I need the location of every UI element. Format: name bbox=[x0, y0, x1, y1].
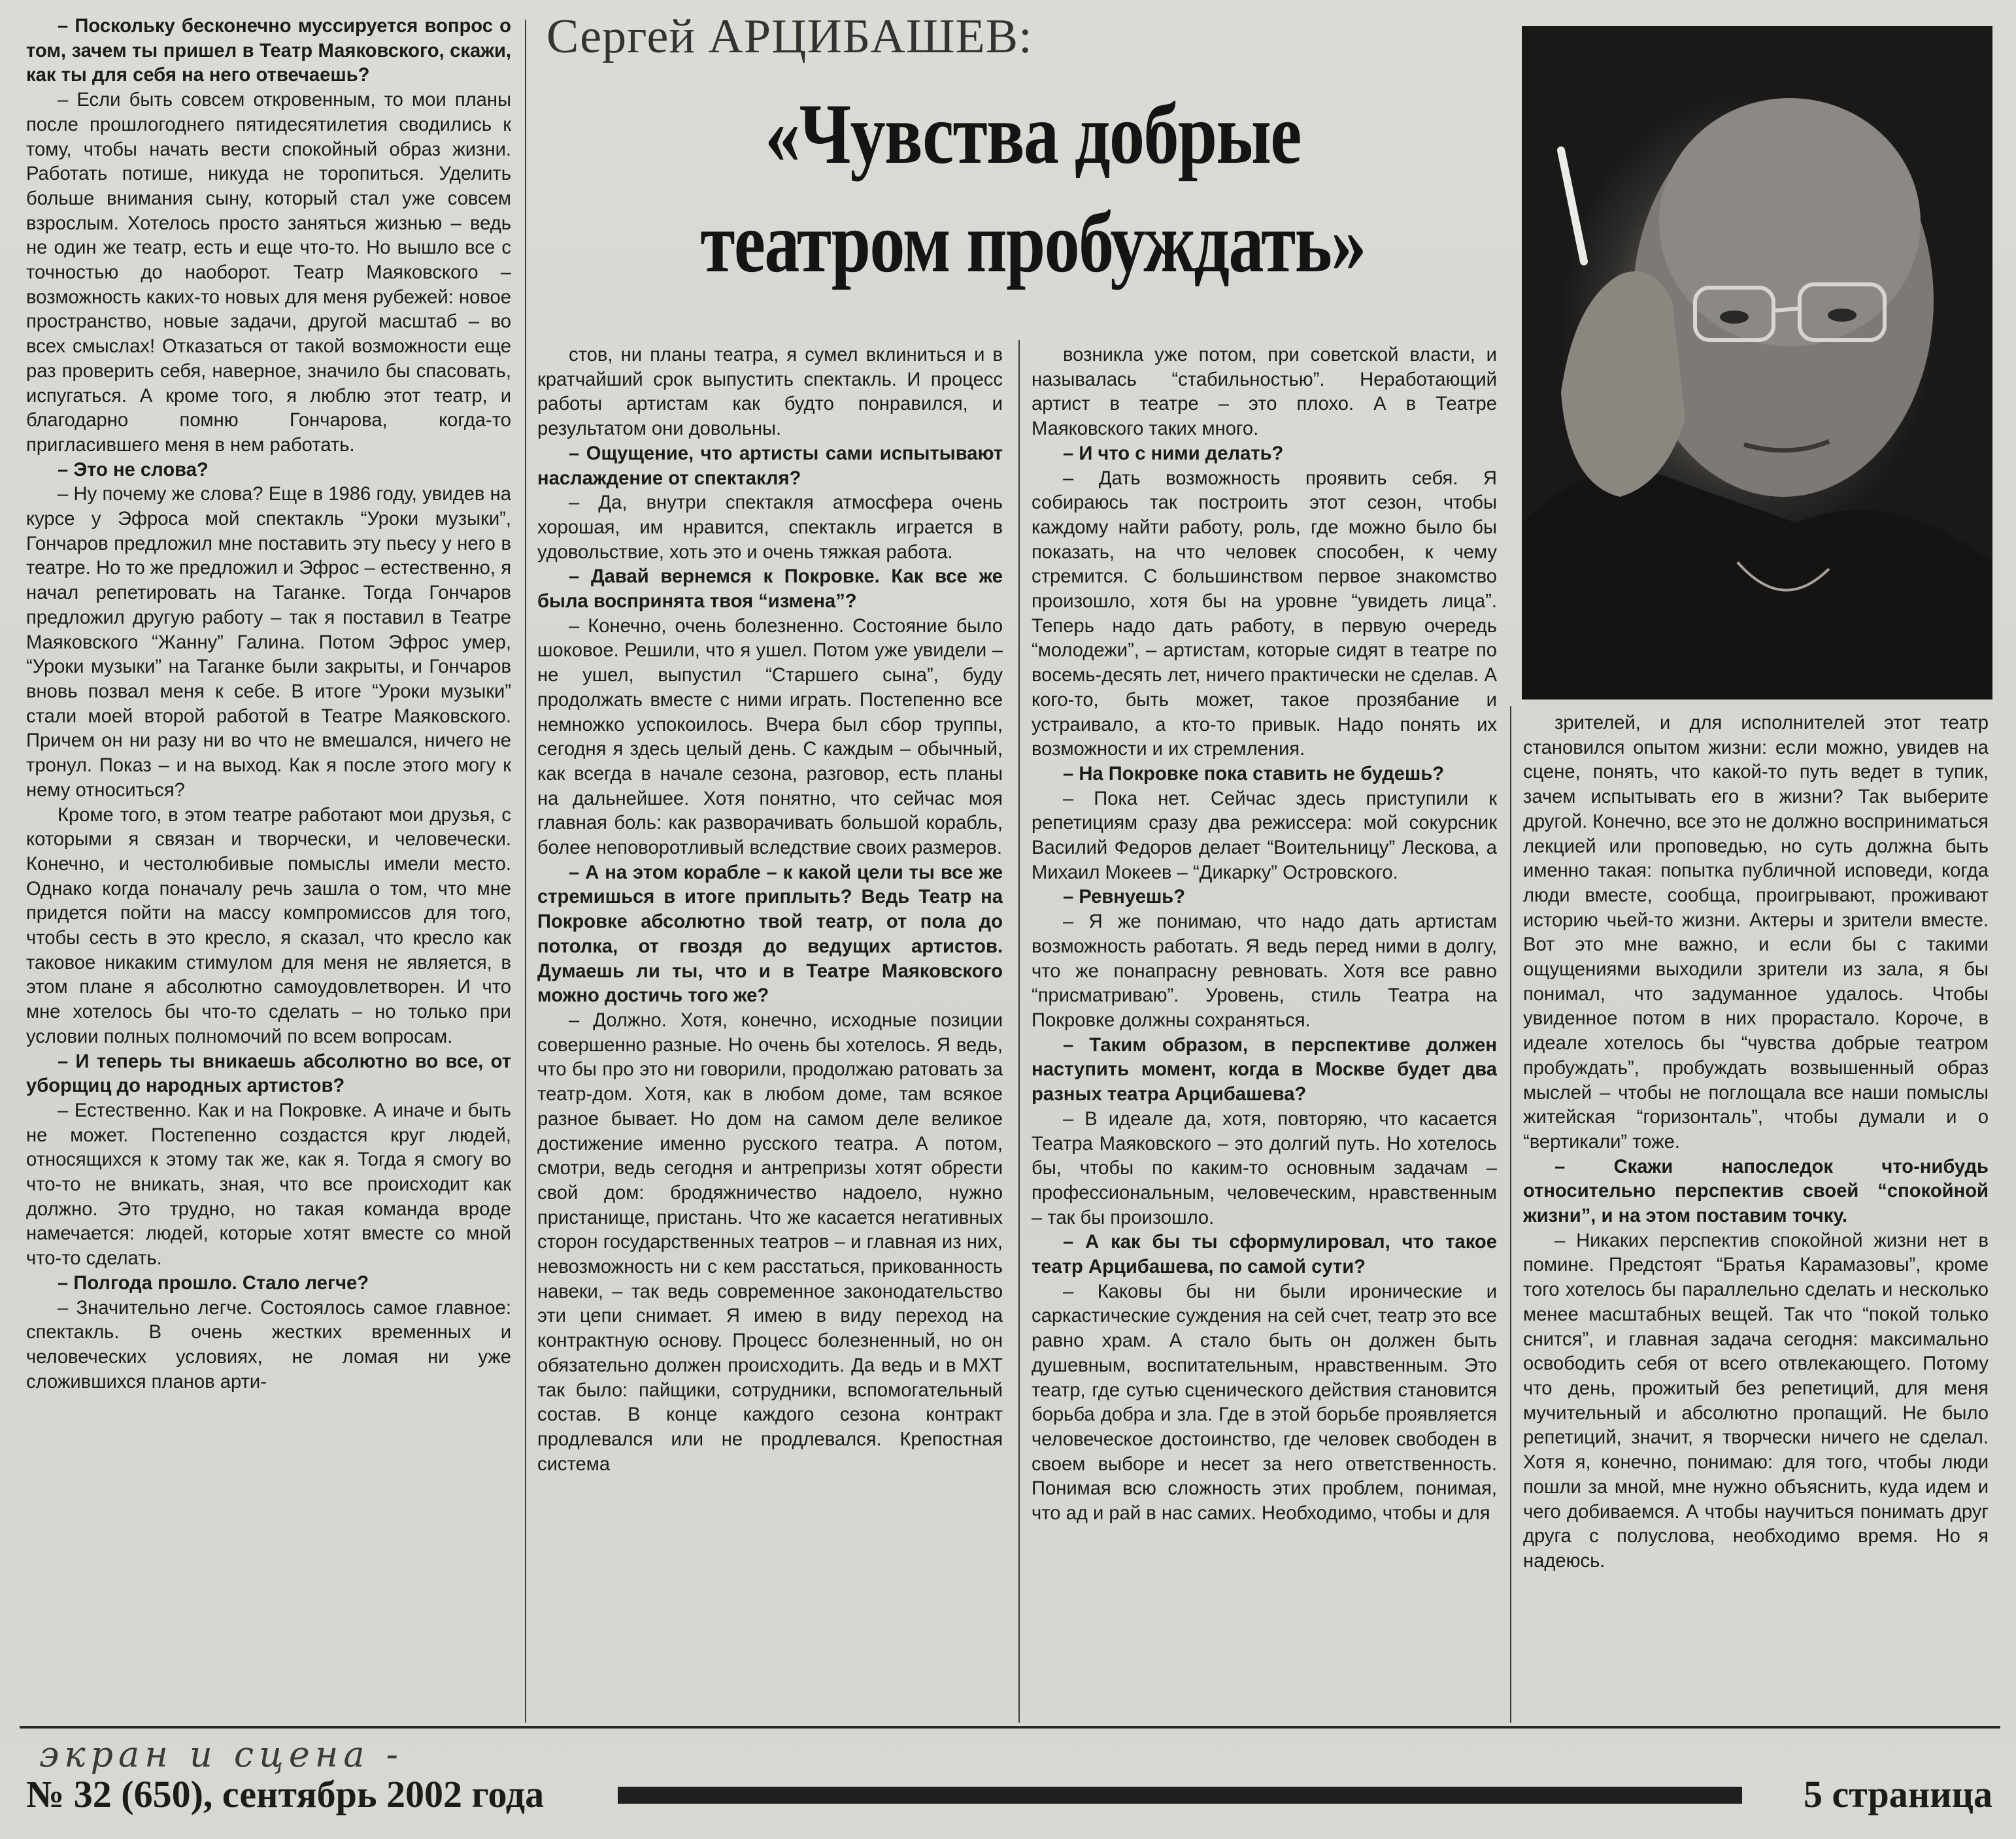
column-rule bbox=[1510, 706, 1511, 1723]
interview-question: – Таким образом, в перспективе должен наступить момент, когда в Москве будет два разных театра Арцибашева? bbox=[1032, 1034, 1497, 1105]
interview-answer: возникла уже потом, при советской власти, и называлась “стабильностью”. Неработающий артист в театре – это плохо. А в Театре Маяковского таких много. bbox=[1032, 345, 1497, 440]
interview-answer: – Значительно легче. Состоялось самое главное: спектакль. В очень жестких временных и человеческих условиях, не ломая ни уже сложившихся планов арти- bbox=[26, 1297, 511, 1392]
interview-question: – На Покровке пока ставить не будешь? bbox=[1063, 763, 1445, 785]
portrait-illustration bbox=[1522, 26, 1992, 700]
interview-question: – Давай вернемся к Покровке. Как все же была воспринята твоя “измена”? bbox=[537, 566, 1003, 613]
interview-question: – И теперь ты вникаешь абсолютно во все, от уборщиц до народных артистов? bbox=[26, 1051, 511, 1097]
interview-question: – Поскольку бесконечно муссируется вопрос о том, зачем ты пришел в Театр Маяковского, скажи, как ты для себя на него отвечаешь? bbox=[26, 16, 511, 86]
interview-answer: – Если быть совсем откровенным, то мои планы после прошлогоднего пятидесятилетия сводились к тому, чтобы начать вести спокойный образ жизни. Работать потише, никуда не торопиться. Уделить больше внимания сыну, который стал уже совсем взрослым. Хотелось просто заняться жизнью – ведь не один же театр, есть и еще что-то. Но вышло все с точностью до наоборот. Театр Маяковского – возможность каких-то новых для меня рубежей: новое пространство, новые задачи, другой масштаб – во всех смыслах! Отказаться от такой возможности еще раз проверить себя, наверное, значило бы спасовать, испугаться. А кроме того, я люблю этот театр, и благодарно помню Гончарова, когда-то пригласившего меня в нем работать. bbox=[26, 90, 511, 456]
interview-question: – Это не слова? bbox=[58, 459, 209, 481]
interview-question: – Ощущение, что артисты сами испытывают наслаждение от спектакля? bbox=[537, 443, 1003, 489]
author-photo bbox=[1522, 26, 1992, 700]
interview-answer: – Да, внутри спектакля атмосфера очень хорошая, им нравится, спектакль играется в удовольствие, хоть это и очень тяжкая работа. bbox=[537, 492, 1003, 563]
interview-answer: Кроме того, в этом театре работают мои друзья, с которыми я связан и творчески, и человечески. Конечно, и честолюбивые помыслы имели место. Однако когда поначалу речь зашла о том, что мне придется пойти на массу компромиссов для того, чтобы сесть в это кресло, я сказал, что кресло как таковое никаким стимулом для меня не является, в этом плане я абсолютно самоудовлетворен. И что мне хотелось бы что-то сделать – но только при условии полных полномочий по всем вопросам. bbox=[26, 804, 511, 1047]
interview-question: – Ревнуешь? bbox=[1063, 886, 1186, 908]
interview-answer: – Должно. Хотя, конечно, исходные позиции совершенно разные. Но очень бы хотелось. Я ведь, что бы про это ни говорили, продолжаю ратовать за театр-дом. Хотя, как в любом доме, там всякое разное бывает. Но дом на самом деле великое достижение именно русского театра. А потом, смотри, ведь сегодня и антрепризы хотят обрести свой дом: бродяжничество надоело, нужно пристанище, пристань. Что же касается негативных сторон государственных театров – и главная из них, невозможность ни с кем расстаться, прикованность навеки, – так ведь современное законодательство эти цепи снимает. Я имею в виду переход на контрактную основу. Процесс болезненный, но он обязательно должен происходить. Да ведь и в МХТ так было: пайщики, сотрудники, вспомогательный состав. В конце каждого сезона контракт продлевался или не продлевался. Крепостная система bbox=[537, 1009, 1003, 1475]
interview-answer: – Я же понимаю, что надо дать артистам возможность работать. Я ведь перед ними в долгу, что же понапрасну ревновать. Хотя все равно “присматриваю”. Уровень, стиль Театра на Покровке должны сохраняться. bbox=[1032, 911, 1497, 1031]
issue-number: № 32 (650), сентябрь 2002 года bbox=[26, 1773, 545, 1815]
interview-answer: – В идеале да, хотя, повторяю, что касается Театра Маяковского – это долгий путь. Но хотелось бы, чтобы по каким-то основным задачам – профессиональным, человеческим, нравственным – так бы произошло. bbox=[1032, 1108, 1497, 1228]
page-number: 5 страница bbox=[1804, 1773, 1992, 1815]
article-column-4 bbox=[1523, 711, 1989, 1723]
interview-answer: – Дать возможность проявить себя. Я собираюсь так построить этот сезон, чтобы каждому найти работу, роль, где можно было бы показать, на что человек способен, к чему стремится. С большинством первое знакомство произошло, хотя бы на уровне “увидеть лица”. Теперь надо дать работу, в первую очередь “молодежи”, – артистам, которые сидят в театре по восемь-десять лет, ничего практически не сделав. А кого-то, быть может, такое прозябание и устраивало, а кто-то привык. Надо понять их возможности и их стремления. bbox=[1032, 467, 1497, 760]
column-rule bbox=[525, 20, 526, 1723]
interview-answer: – Никаких перспектив спокойной жизни нет в помине. Предстоят “Братья Карамазовы”, кроме того хотелось бы параллельно сделать и несколько менее масштабных вещей. Так что “покой только снится”, и главная задача сегодня: максимально освободить себя от всего отвлекающего. Потому что день, прожитый без репетиций, для меня мучительный и абсолютно пропащий. Не было репетиций, значит, я творчески ничего не сделал. Хотя я, конечно, понимаю: для того, чтобы люди пошли за мной, мне нужно объяснить, куда идем и чего добиваемся. А чтобы научиться понимать друг друга с полуслова, необходимо время. Но я надеюсь. bbox=[1523, 1230, 1989, 1572]
column-rule bbox=[1018, 340, 1020, 1723]
interview-answer: – Конечно, очень болезненно. Состояние было шоковое. Решили, что я ушел. Потом уже увидели – не ушел, выпустил “Старшего сына”, буду продолжать вместе с ними играть. Постепенно все немножко успокоилось. Вчера был сбор труппы, сегодня я здесь целый день. С каждым – обычный, как всегда в начале сезона, разговор, есть планы на дальнейшее. Хотя понятно, что сейчас моя главная боль: как разворачивать большой корабль, более неповоротливый вследствие своих размеров. bbox=[537, 615, 1003, 859]
interview-question: – Полгода прошло. Стало легче? bbox=[58, 1272, 369, 1294]
author-name: Сергей АРЦИБАШЕВ: bbox=[546, 10, 1033, 63]
article-column-1 bbox=[26, 14, 511, 1722]
interview-answer: – Ну почему же слова? Еще в 1986 году, увидев на курсе у Эфроса мой спектакль “Уроки музыки”, Гончаров предложил мне поставить эту пьесу у него в театре. Но то же предложил и Эфрос – естественно, я начал репетировать на Таганке. Тогда Гончаров предложил другую работу – так я поставил в Театре Маяковского “Жанну” Галина. Потом Эфрос умер, “Уроки музыки” на Таганке были закрыты, и Гончаров вновь позвал меня к себе. В итоге “Уроки музыки” стали моей второй работой в Театре Маяковского. Причем он ни разу ни во что не вмешался, ничего не тронул. Показ – и на выход. Как я после этого могу к нему относиться? bbox=[26, 484, 511, 801]
interview-question: – А на этом корабле – к какой цели ты все же стремишься в итоге приплыть? Ведь Театр на Покровке абсолютно твой театр, от пола до потолка, от гвоздя до ведущих артистов. Думаешь ли ты, что и в Театре Маяковского можно достичь того же? bbox=[537, 862, 1003, 1007]
interview-question: – Скажи напоследок что-нибудь относительно перспектив своей “спокойной жизни”, и на этом поставим точку. bbox=[1523, 1156, 1989, 1227]
title-line-1: «Чувства добрые bbox=[765, 86, 1301, 182]
footer-rule bbox=[20, 1726, 2000, 1729]
article-title bbox=[652, 80, 1413, 297]
title-line-2: театром пробуждать» bbox=[700, 194, 1366, 290]
interview-answer: стов, ни планы театра, я сумел вклиниться и в кратчайший срок выпустить спектакль. И процесс работы артистам как будто понравился, и результатом они довольны. bbox=[537, 345, 1003, 440]
interview-question: – И что с ними делать? bbox=[1063, 443, 1284, 464]
article-column-2 bbox=[537, 343, 1003, 1723]
interview-question: – А как бы ты сформулировал, что такое театр Арцибашева, по самой сути? bbox=[1032, 1232, 1497, 1278]
interview-answer: – Пока нет. Сейчас здесь приступили к репетициям сразу два режиссера: мой сокурсник Василий Федоров делает “Воительницу” Лескова, а Михаил Мокеев – “Дикарку” Островского. bbox=[1032, 788, 1497, 883]
interview-answer: – Естественно. Как и на Покровке. А иначе и быть не может. Постепенно создастся круг людей, относящихся к этому так же, как я. Тогда я смогу во что-то не вникать, зная, что все происходит как должно. Это трудно, но такая команда вроде намечается: людей, которые хотят вместе со мной что-то сделать. bbox=[26, 1100, 511, 1270]
interview-answer: зрителей, и для исполнителей этот театр становился опытом жизни: если можно, увидев на сцене, понять, что какой-то путь ведет в тупик, зачем испытывать его в жизни? Так выберите другой. Конечно, все это не должно восприниматься лекцией или проповедью, но суть должна быть именно такая: попытка публичной исповеди, когда люди вместе, сообща, проигрывают, проживают историю чьей-то жизни. Актеры и зрители вместе. Вот это мне важно, и если бы с такими ощущениями выходили зрители из зала, я бы понимал, что задуманное удалось. Чтобы увиденное потом в них прорастало. Короче, в идеале хотелось бы “чувства добрые театром пробуждать”, пробуждать возвышенный образ мыслей – чтобы не поглощала все наши помыслы житейская “горизонталь”, чтобы думали и о “вертикали” тоже. bbox=[1523, 713, 1989, 1153]
footer-bar bbox=[618, 1787, 1742, 1804]
handwritten-source-note: экран и сцена - bbox=[39, 1734, 403, 1775]
article-column-3 bbox=[1032, 343, 1497, 1723]
interview-answer: – Каковы бы ни были иронические и саркастические суждения на сей счет, театр это все равно храм. А стало быть он должен быть душевным, воспитательным, нравственным. Это театр, где сутью сценического действия становится борьба добра и зла. Где в этой борьбе проявляется человеческое достоинство, где человек свободен в своем выборе и несет за него ответственность. Понимая всю сложность этих проблем, понимая, что ад и рай в нас самих. Необходимо, чтобы и для bbox=[1032, 1281, 1497, 1525]
